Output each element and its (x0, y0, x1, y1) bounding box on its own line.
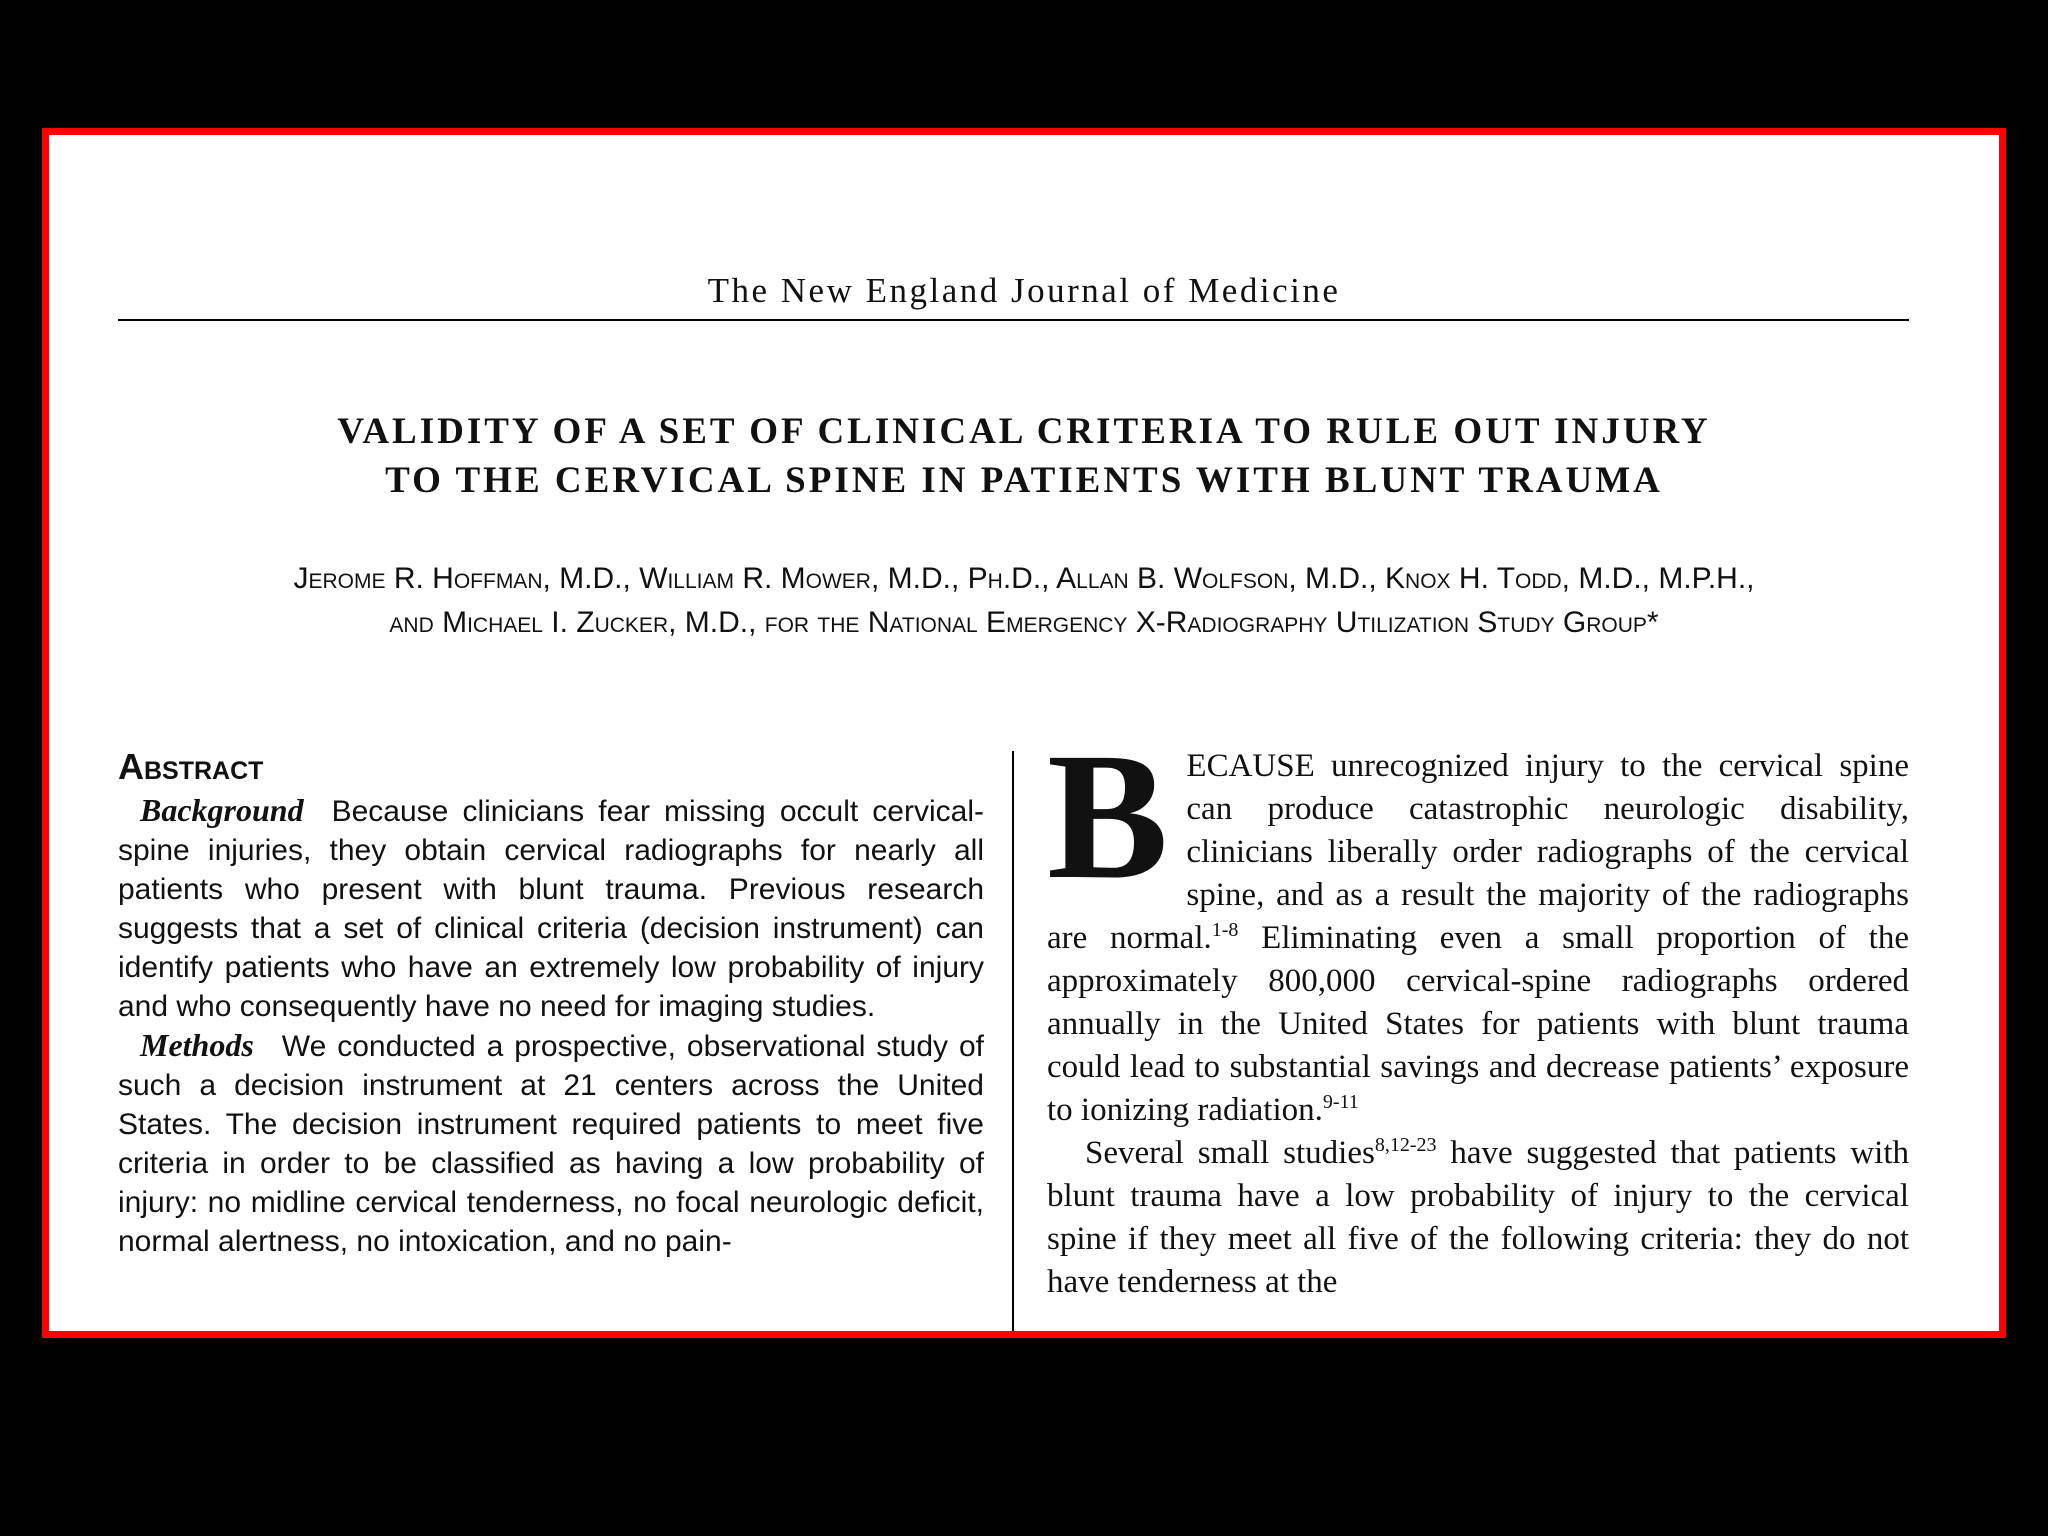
title-line-2: TO THE CERVICAL SPINE IN PATIENTS WITH BLUNT TRAUMA (385, 460, 1663, 501)
drop-cap: B (1047, 716, 1169, 917)
author-list (49, 557, 1999, 645)
p1-reference-1: 1-8 (1211, 919, 1239, 941)
p2-reference: 8,12-23 (1374, 1134, 1437, 1156)
article-title (49, 407, 1999, 505)
body-paragraph-2 (1047, 1132, 1909, 1304)
methods-label: Methods (140, 1027, 254, 1063)
p1-text-2: Eliminating even a small proportion of the approximately 800,000 cervical-spine radiographs ordered annually in the United States for patients with blunt trauma could lead to substantial savings and decrease patients’ exposure to ionizing radiation. (1047, 920, 1909, 1128)
abstract-column (118, 745, 984, 1261)
title-line-1: VALIDITY OF A SET OF CLINICAL CRITERIA TO RULE OUT INJURY (337, 411, 1711, 452)
background-text: Because clinicians fear missing occult cervical-spine injuries, they obtain cervical radiographs for nearly all patients who present with blunt trauma. Previous research suggests that a set of clinical criteria (decision instrument) can identify patients who have an extremely low probability of injury and who consequently have no need for imaging studies. (118, 795, 984, 1023)
p1-lead-word: ECAUSE (1186, 748, 1315, 784)
journal-title: The New England Journal of Medicine (707, 271, 1341, 310)
authors-line-1: Jerome R. Hoffman, M.D., William R. Mower, M.D., Ph.D., Allan B. Wolfson, M.D., Knox H. Todd, M.D., M.P.H., (293, 562, 1755, 595)
body-column (1047, 716, 1909, 1304)
p1-reference-2: 9-11 (1322, 1091, 1359, 1113)
abstract-heading: Abstract (118, 746, 264, 787)
header-rule (118, 319, 1909, 321)
p1-text: unrecognized injury to the cervical spine can produce catastrophic neurologic disability, clinicians liberally order radiographs of the cervical spine, and as a result the majority of the radiographs are normal. (1047, 748, 1909, 956)
background-label: Background (140, 792, 304, 828)
p2-text-2: have suggested that patients with blunt trauma have a low probability of injury to the cervical spine if they meet all five of the following criteria: they do not have tenderness at the (1047, 1135, 1909, 1300)
column-divider (1012, 751, 1014, 1338)
p2-text-1: Several small studies (1085, 1135, 1375, 1171)
authors-line-2: and Michael I. Zucker, M.D., for the National Emergency X-Radiography Utilization Study Group* (389, 606, 1659, 639)
body-paragraph-1 (1047, 716, 1909, 1132)
abstract-methods (118, 1026, 984, 1261)
abstract-background (118, 791, 984, 1026)
slide-frame (42, 128, 2006, 1338)
methods-text: We conducted a prospective, observational study of such a decision instrument at 21 centers across the United States. The decision instrument required patients to meet five criteria in order to be classified as having a low probability of injury: no midline cervical tenderness, no focal neurologic deficit, normal alertness, no intoxication, and no pain- (118, 1030, 984, 1258)
